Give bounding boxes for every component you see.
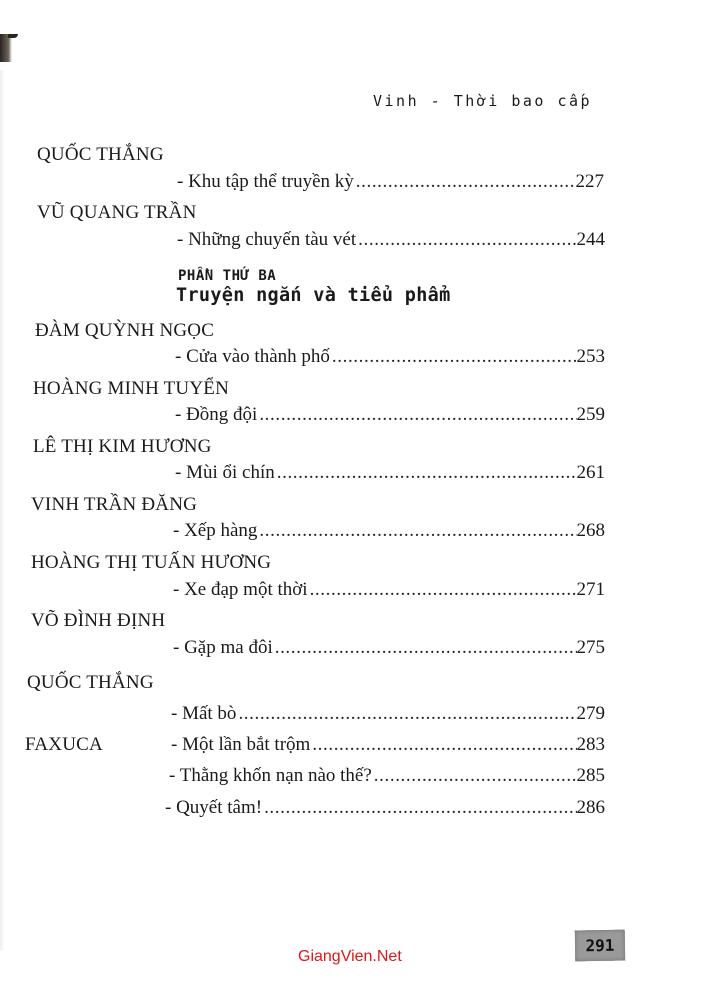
toc-author: HOÀNG MINH TUYỂN <box>33 378 230 399</box>
entry-page: 253 <box>576 346 605 367</box>
entry-page: 279 <box>576 703 605 724</box>
toc-entry[interactable] <box>171 734 605 758</box>
entry-title: - Cửa vào thành phố <box>175 346 330 367</box>
dot-leader <box>238 703 576 725</box>
part-label: PHẦN THỨ BA <box>178 268 277 284</box>
entry-title: - Xếp hàng <box>173 520 258 541</box>
entry-title: - Quyết tâm! <box>165 797 263 818</box>
entry-title: - Khu tập thể truyền kỳ <box>177 171 354 192</box>
dot-leader <box>259 404 576 426</box>
dot-leader <box>277 462 577 484</box>
toc-author: VINH TRẦN ĐĂNG <box>31 494 198 515</box>
dot-leader <box>264 797 576 819</box>
entry-page: 285 <box>576 765 605 786</box>
entry-title: - Gặp ma đôi <box>173 637 273 658</box>
dot-leader <box>358 229 576 251</box>
toc-author: LÊ THỊ KIM HƯƠNG <box>33 436 212 457</box>
toc-author: FAXUCA <box>25 734 103 755</box>
entry-page: 268 <box>576 520 605 541</box>
entry-page: 283 <box>576 734 605 755</box>
entry-page: 259 <box>576 404 605 425</box>
dot-leader <box>374 765 577 787</box>
toc-author: VŨ QUANG TRẦN <box>37 202 197 223</box>
toc-entry[interactable] <box>165 797 605 821</box>
toc-author: VÕ ĐÌNH ĐỊNH <box>31 610 166 631</box>
dot-leader <box>356 171 576 193</box>
entry-title: - Đồng đội <box>175 404 258 425</box>
toc-entry[interactable] <box>173 579 605 603</box>
entry-page: 275 <box>576 637 605 658</box>
toc-author: QUỐC THẮNG <box>37 144 164 165</box>
entry-page: 244 <box>576 229 605 250</box>
dot-leader <box>275 637 577 659</box>
part-title: Truyện ngắn và tiểu phẩm <box>176 285 451 306</box>
dot-leader <box>312 734 576 756</box>
entry-title: - Những chuyến tàu vét <box>177 229 357 250</box>
toc-author: HOÀNG THỊ TUẤN HƯƠNG <box>31 552 272 573</box>
entry-page: 271 <box>576 579 605 600</box>
scan-corner-mark <box>0 34 12 62</box>
toc-entry[interactable] <box>175 346 605 370</box>
dot-leader <box>310 579 577 601</box>
entry-title: - Mất bò <box>171 703 237 724</box>
page-number-badge: 291 <box>575 930 626 962</box>
entry-title: - Mùi ổi chín <box>175 462 275 483</box>
toc-entry[interactable] <box>177 229 605 253</box>
toc-entry[interactable] <box>173 520 605 544</box>
toc-entry[interactable] <box>169 765 605 789</box>
toc-entry[interactable] <box>177 171 604 195</box>
toc-author: QUỐC THẮNG <box>27 672 154 693</box>
running-header: Vinh - Thời bao cấp <box>373 92 593 110</box>
toc-entry[interactable] <box>173 637 605 661</box>
page-edge-shadow <box>0 70 5 950</box>
entry-page: 261 <box>576 462 605 483</box>
dot-leader <box>332 346 577 368</box>
toc-entry[interactable] <box>175 462 605 486</box>
toc-entry[interactable] <box>171 703 605 727</box>
toc-author: ĐÀM QUỲNH NGỌC <box>35 320 215 341</box>
entry-title: - Xe đạp một thời <box>173 579 308 600</box>
entry-page: 227 <box>575 171 604 192</box>
toc-entry[interactable] <box>175 404 605 428</box>
entry-title: - Thằng khốn nạn nào thế? <box>169 765 372 786</box>
entry-title: - Một lần bắt trộm <box>171 734 311 755</box>
entry-page: 286 <box>576 797 605 818</box>
watermark-link[interactable]: GiangVien.Net <box>298 948 402 965</box>
dot-leader <box>259 520 576 542</box>
